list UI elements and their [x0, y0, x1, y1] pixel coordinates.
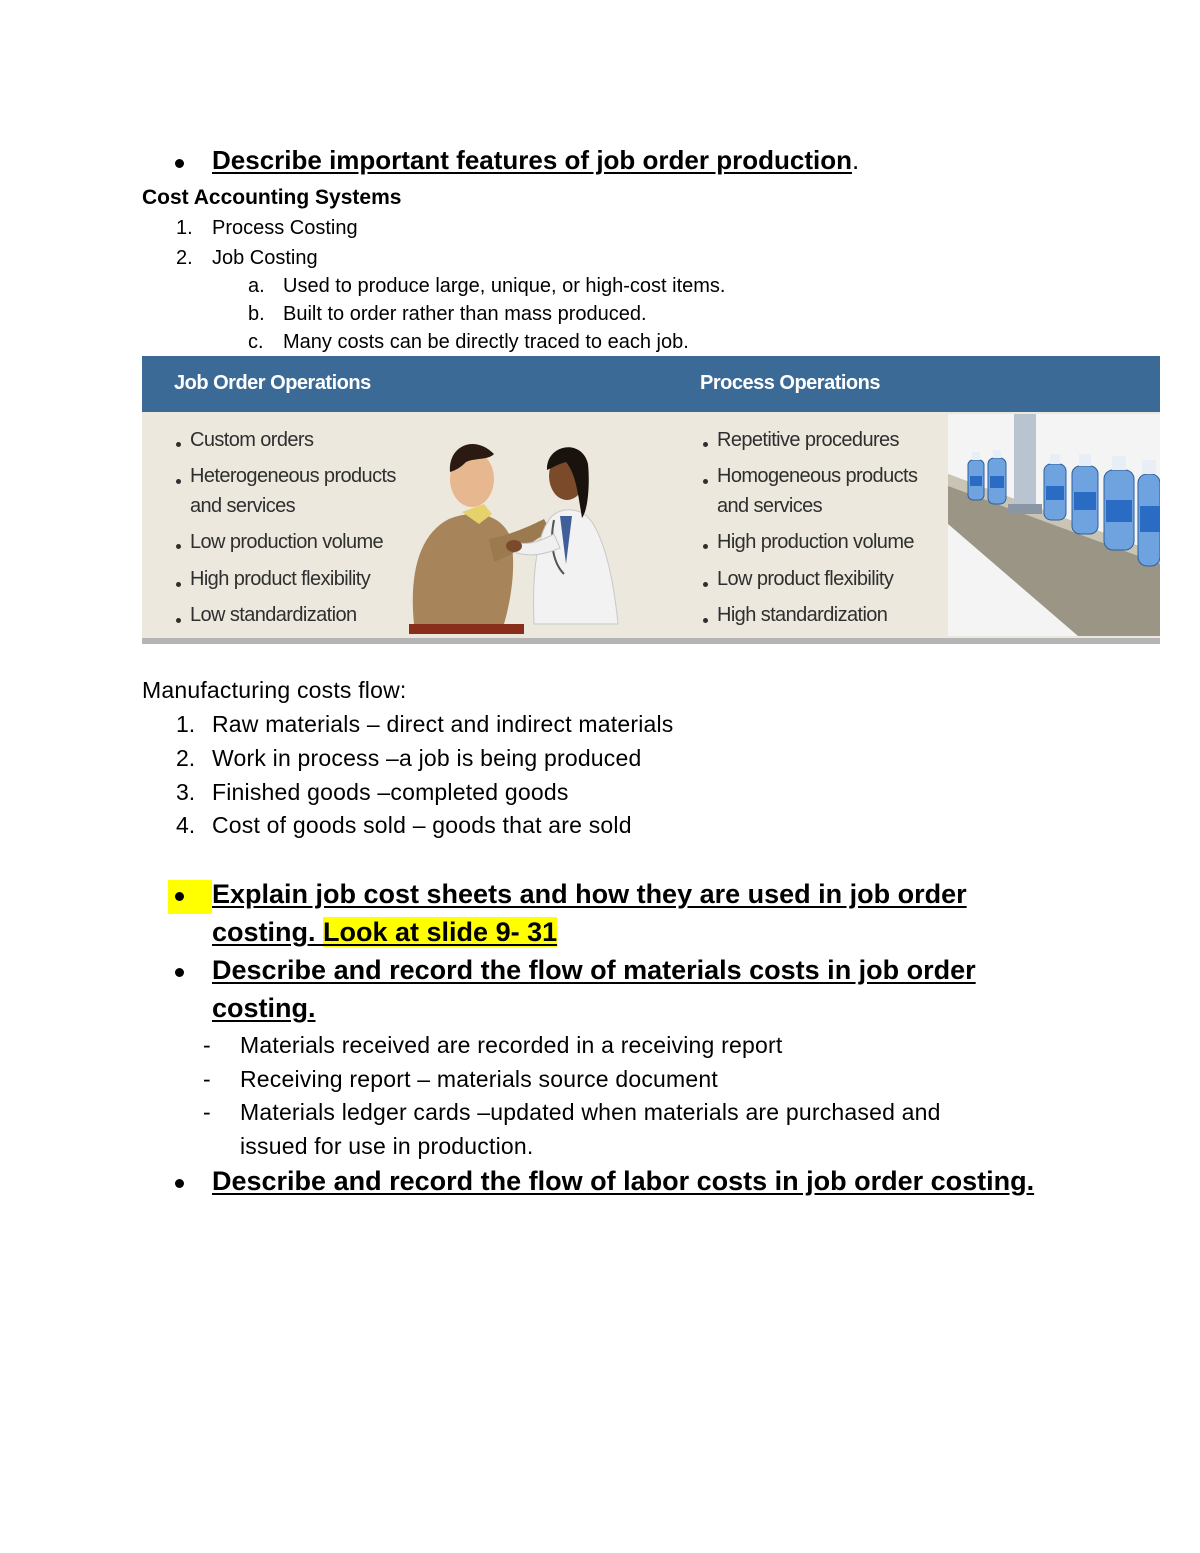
list-number: 1.: [176, 217, 193, 239]
section-title-cost-accounting: Cost Accounting Systems: [142, 186, 402, 209]
bottle-conveyor-illustration: [948, 414, 1160, 636]
figure-title-job-order: Job Order Operations: [174, 372, 371, 394]
doctor-patient-illustration: [404, 424, 634, 634]
list-number: 1.: [176, 711, 196, 737]
list-item-continuation: issued for use in production.: [240, 1133, 534, 1159]
bullet-icon: [175, 892, 184, 901]
list-number: 2.: [176, 745, 196, 771]
list-number: 4.: [176, 812, 196, 838]
heading-text: costing.: [212, 917, 316, 947]
sub-list-item: Many costs can be directly traced to each job.: [283, 331, 689, 353]
heading-suffix: .: [851, 145, 860, 175]
sub-list-item: Built to order rather than mass produced.: [283, 303, 647, 325]
figure-list-item: Low production volume: [190, 531, 384, 553]
figure-bottom-rule: [142, 638, 1160, 644]
list-item: Materials received are recorded in a receiving report: [240, 1032, 783, 1058]
figure-list-item: Custom orders: [190, 429, 314, 451]
figure-list-item: Low standardization: [190, 604, 357, 626]
heading-job-order-features: [212, 145, 859, 176]
bullet-icon: [703, 544, 708, 549]
figure-list-item: High production volume: [717, 531, 914, 553]
bullet-icon: [703, 618, 708, 623]
list-item: Process Costing: [212, 217, 358, 239]
list-number: 3.: [176, 779, 196, 805]
bullet-icon: [175, 159, 184, 168]
list-letter: a.: [248, 275, 265, 297]
figure-list-item: and services: [190, 495, 296, 517]
bullet-icon: [176, 618, 181, 623]
heading-labor-flow: Describe and record the flow of labor costs in job order costing.: [212, 1166, 1035, 1196]
list-letter: b.: [248, 303, 265, 325]
figure-list-item: High standardization: [717, 604, 888, 626]
list-letter: c.: [248, 331, 264, 353]
heading-job-cost-sheets-line1: Explain job cost sheets and how they are used in job order: [212, 879, 967, 909]
section-title-mfg-flow: Manufacturing costs flow:: [142, 677, 407, 703]
job-vs-process-figure: [142, 356, 1160, 644]
figure-list-item: and services: [717, 495, 823, 517]
bullet-icon: [703, 442, 708, 447]
list-number: 2.: [176, 247, 193, 269]
bullet-icon: [175, 1179, 184, 1188]
bullet-icon: [703, 479, 708, 484]
figure-list-item: Repetitive procedures: [717, 429, 899, 451]
bullet-icon: [176, 582, 181, 587]
list-item: Receiving report – materials source document: [240, 1066, 718, 1092]
list-item: Work in process –a job is being produced: [212, 745, 642, 771]
list-item: Raw materials – direct and indirect materials: [212, 711, 674, 737]
bullet-icon: [703, 582, 708, 587]
figure-list-item: Low product flexibility: [717, 568, 894, 590]
bullet-icon: [176, 544, 181, 549]
dash-marker: -: [203, 1099, 211, 1125]
figure-title-process: Process Operations: [700, 372, 880, 394]
highlight-slide-reference: Look at slide 9- 31: [323, 917, 558, 947]
bullet-icon: [175, 968, 184, 977]
sub-list-item: Used to produce large, unique, or high-cost items.: [283, 275, 726, 297]
heading-text: Describe important features of job order production: [212, 145, 852, 175]
dash-marker: -: [203, 1032, 211, 1058]
dash-marker: -: [203, 1066, 211, 1092]
heading-materials-flow-line1: Describe and record the flow of materials costs in job order: [212, 955, 976, 985]
figure-list-item: High product flexibility: [190, 568, 371, 590]
list-item: Finished goods –completed goods: [212, 779, 569, 805]
heading-job-cost-sheets-line2: [212, 917, 557, 948]
list-item: Materials ledger cards –updated when materials are purchased and: [240, 1099, 941, 1125]
bullet-icon: [176, 479, 181, 484]
list-item: Job Costing: [212, 247, 318, 269]
figure-list-item: Homogeneous products: [717, 465, 918, 487]
figure-list-item: Heterogeneous products: [190, 465, 396, 487]
heading-materials-flow-line2: costing.: [212, 993, 316, 1023]
bullet-icon: [176, 442, 181, 447]
list-item: Cost of goods sold – goods that are sold: [212, 812, 632, 838]
